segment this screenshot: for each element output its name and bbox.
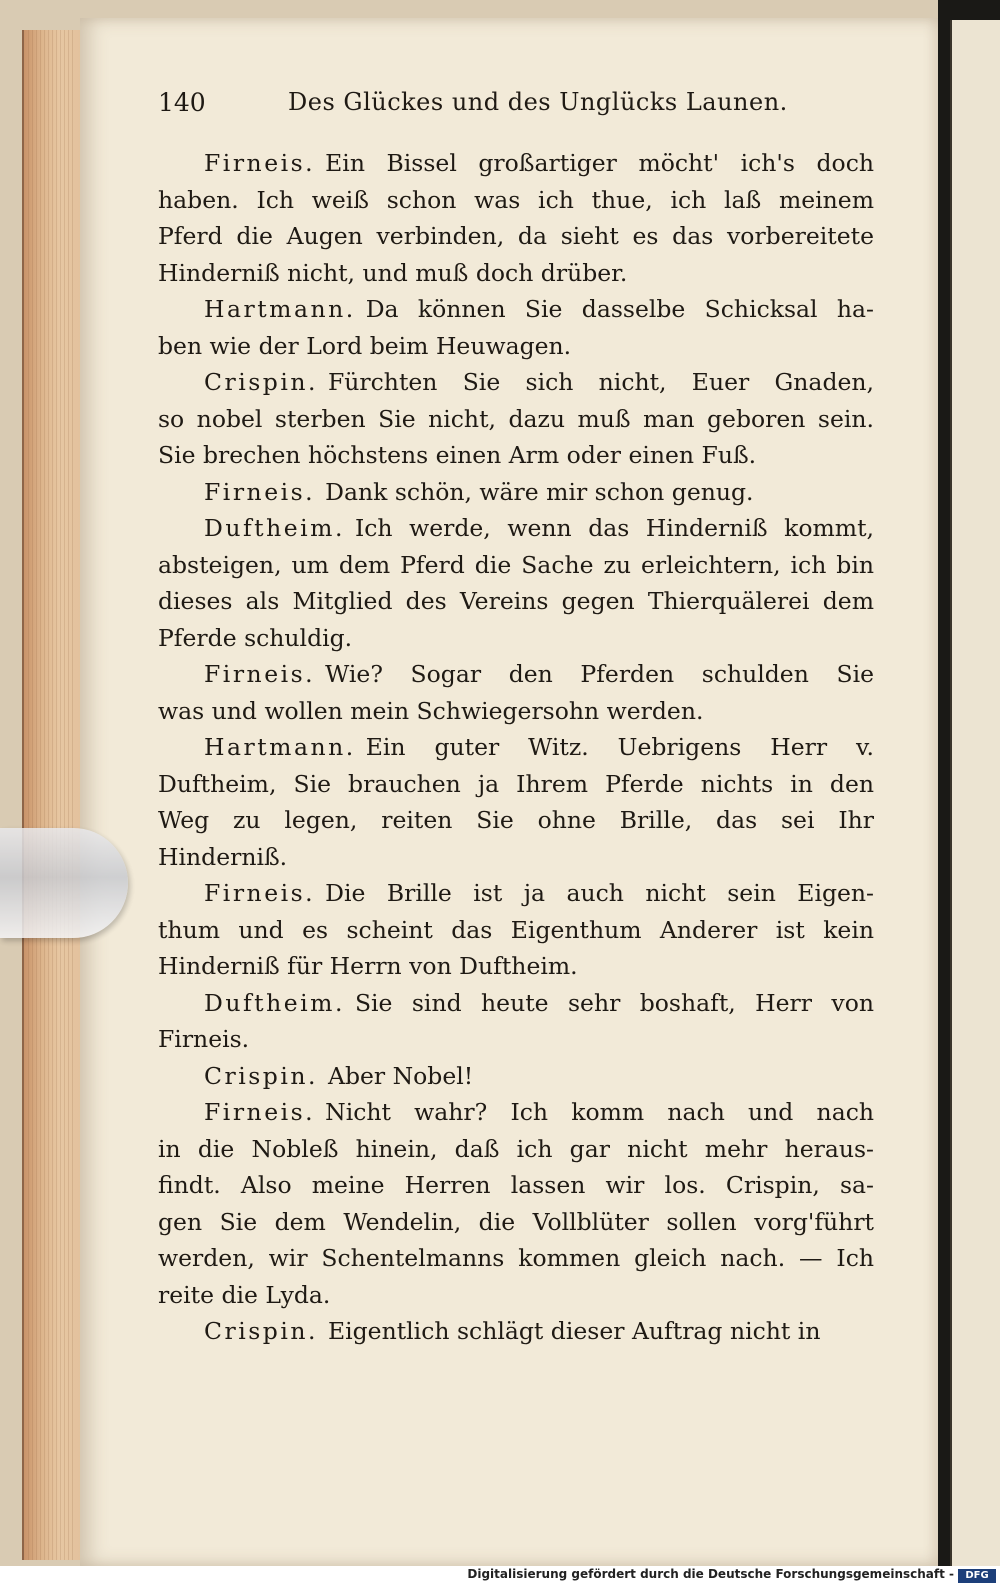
speaker-name: Hartmann. bbox=[204, 295, 356, 323]
page-clip bbox=[0, 828, 128, 938]
line-text: Hinderniß für Herrn von Duftheim. bbox=[158, 952, 578, 980]
line-text: Sie sind heute sehr boshaft, Herr von bbox=[354, 988, 874, 1017]
speaker-name: Crispin. bbox=[204, 1317, 318, 1345]
line-text: Dank schön, wäre mir schon genug. bbox=[325, 477, 754, 506]
speaker-name: Firneis. bbox=[204, 1098, 316, 1126]
text-line bbox=[158, 912, 874, 949]
text-line bbox=[158, 729, 874, 766]
line-text: Pferde schuldig. bbox=[158, 623, 353, 652]
line-text: Da können Sie dasselbe Schicksal ha- bbox=[365, 295, 874, 323]
line-text: Nicht wahr? Ich komm nach und nach bbox=[325, 1098, 874, 1126]
text-line bbox=[158, 182, 874, 219]
speaker-name: Hartmann. bbox=[204, 733, 356, 761]
text-line bbox=[158, 948, 874, 985]
dialogue-paragraph bbox=[158, 1094, 874, 1313]
text-line bbox=[158, 1167, 874, 1204]
speaker-name: Crispin. bbox=[204, 368, 318, 396]
text-line bbox=[158, 1313, 874, 1350]
text-line bbox=[158, 218, 874, 255]
line-text: werden, wir Schentelmanns kommen gleich nach. — Ich bbox=[158, 1244, 874, 1272]
text-line bbox=[158, 693, 874, 730]
line-text: in die Nobleß hinein, daß ich gar nicht mehr heraus- bbox=[158, 1134, 874, 1163]
line-text: Sie brechen höchstens einen Arm oder einen Fuß. bbox=[158, 441, 757, 469]
dialogue-paragraph bbox=[158, 729, 874, 875]
speaker-name: Firneis. bbox=[204, 660, 316, 688]
speaker-name: Crispin. bbox=[204, 1061, 318, 1090]
text-line bbox=[158, 583, 874, 620]
text-line bbox=[158, 656, 874, 693]
footer bbox=[0, 1566, 1000, 1586]
line-text: reite die Lyda. bbox=[158, 1280, 331, 1309]
dialogue-paragraph bbox=[158, 364, 874, 474]
speaker-name: Firneis. bbox=[204, 149, 316, 177]
dialogue-paragraph bbox=[158, 291, 874, 364]
text-line bbox=[158, 1204, 874, 1241]
dialogue-paragraph bbox=[158, 510, 874, 656]
dialogue-paragraph bbox=[158, 985, 874, 1058]
text-line bbox=[158, 1131, 874, 1168]
speaker-name: Duftheim. bbox=[204, 988, 345, 1017]
line-text: Aber Nobel! bbox=[327, 1061, 474, 1090]
text-line bbox=[158, 1277, 874, 1314]
line-text: Firneis. bbox=[158, 1025, 250, 1053]
text-line bbox=[158, 437, 874, 474]
line-text: Duftheim, Sie brauchen ja Ihrem Pferde nichts in den bbox=[158, 769, 874, 798]
line-text: Eigentlich schlägt dieser Auftrag nicht in bbox=[327, 1317, 821, 1345]
text-line bbox=[158, 1058, 874, 1095]
text-line bbox=[158, 510, 874, 547]
page-number: 140 bbox=[158, 88, 206, 117]
running-head bbox=[158, 88, 878, 124]
line-text: thum und es scheint das Eigenthum Anderer ist kein bbox=[158, 915, 874, 944]
text-line bbox=[158, 1240, 874, 1277]
line-text: so nobel sterben Sie nicht, dazu muß man geboren sein. bbox=[158, 404, 874, 433]
text-line bbox=[158, 839, 874, 876]
line-text: Die Brille ist ja auch nicht sein Eigen- bbox=[325, 879, 874, 907]
dialogue-paragraph bbox=[158, 875, 874, 985]
dialogue-paragraph bbox=[158, 145, 874, 291]
dialogue-paragraph bbox=[158, 656, 874, 729]
text-line bbox=[158, 401, 874, 438]
line-text: Weg zu legen, reiten Sie ohne Brille, das sei Ihr bbox=[158, 806, 874, 834]
line-text: absteigen, um dem Pferd die Sache zu erleichtern, ich bin bbox=[158, 550, 874, 579]
text-line bbox=[158, 766, 874, 803]
running-head-title: Des Glückes und des Unglücks Launen. bbox=[288, 88, 788, 116]
line-text: Hinderniß nicht, und muß doch drüber. bbox=[158, 258, 628, 287]
dfg-logo: DFG bbox=[958, 1569, 996, 1583]
text-line bbox=[158, 328, 874, 365]
line-text: Fürchten Sie sich nicht, Euer Gnaden, bbox=[327, 368, 874, 396]
text-line bbox=[158, 1094, 874, 1131]
line-text: Pferd die Augen verbinden, da sieht es das vorbereitete bbox=[158, 222, 874, 250]
line-text: Ich werde, wenn das Hinderniß kommt, bbox=[354, 514, 874, 542]
page-body-text bbox=[158, 145, 874, 1350]
facing-page-edge bbox=[950, 20, 1000, 1566]
line-text: ben wie der Lord beim Heuwagen. bbox=[158, 331, 572, 360]
text-line bbox=[158, 547, 874, 584]
text-line bbox=[158, 875, 874, 912]
speaker-name: Firneis. bbox=[204, 477, 316, 506]
line-text: Ein guter Witz. Uebrigens Herr v. bbox=[365, 733, 874, 761]
line-text: Wie? Sogar den Pferden schulden Sie bbox=[325, 660, 874, 688]
line-text: gen Sie dem Wendelin, die Vollblüter sollen vorg'führt bbox=[158, 1207, 874, 1236]
line-text: dieses als Mitglied des Vereins gegen Thierquälerei dem bbox=[158, 587, 874, 615]
text-line bbox=[158, 620, 874, 657]
page-edge-texture bbox=[28, 30, 76, 1560]
text-line bbox=[158, 255, 874, 292]
speaker-name: Duftheim. bbox=[204, 514, 345, 542]
line-text: Hinderniß. bbox=[158, 842, 288, 871]
dialogue-paragraph bbox=[158, 1313, 874, 1350]
text-line bbox=[158, 985, 874, 1022]
line-text: was und wollen mein Schwiegersohn werden. bbox=[158, 696, 704, 725]
text-line bbox=[158, 802, 874, 839]
dialogue-paragraph bbox=[158, 474, 874, 511]
speaker-name: Firneis. bbox=[204, 879, 316, 907]
line-text: haben. Ich weiß schon was ich thue, ich laß meinem bbox=[158, 185, 874, 214]
text-line bbox=[158, 364, 874, 401]
text-line bbox=[158, 145, 874, 182]
dialogue-paragraph bbox=[158, 1058, 874, 1095]
line-text: findt. Also meine Herren lassen wir los. Crispin, sa- bbox=[158, 1171, 874, 1199]
text-line bbox=[158, 1021, 874, 1058]
text-line bbox=[158, 291, 874, 328]
text-line bbox=[158, 474, 874, 511]
funding-credit: Digitalisierung gefördert durch die Deutsche Forschungsgemeinschaft - bbox=[467, 1567, 954, 1581]
line-text: Ein Bissel großartiger möcht' ich's doch bbox=[325, 149, 874, 177]
